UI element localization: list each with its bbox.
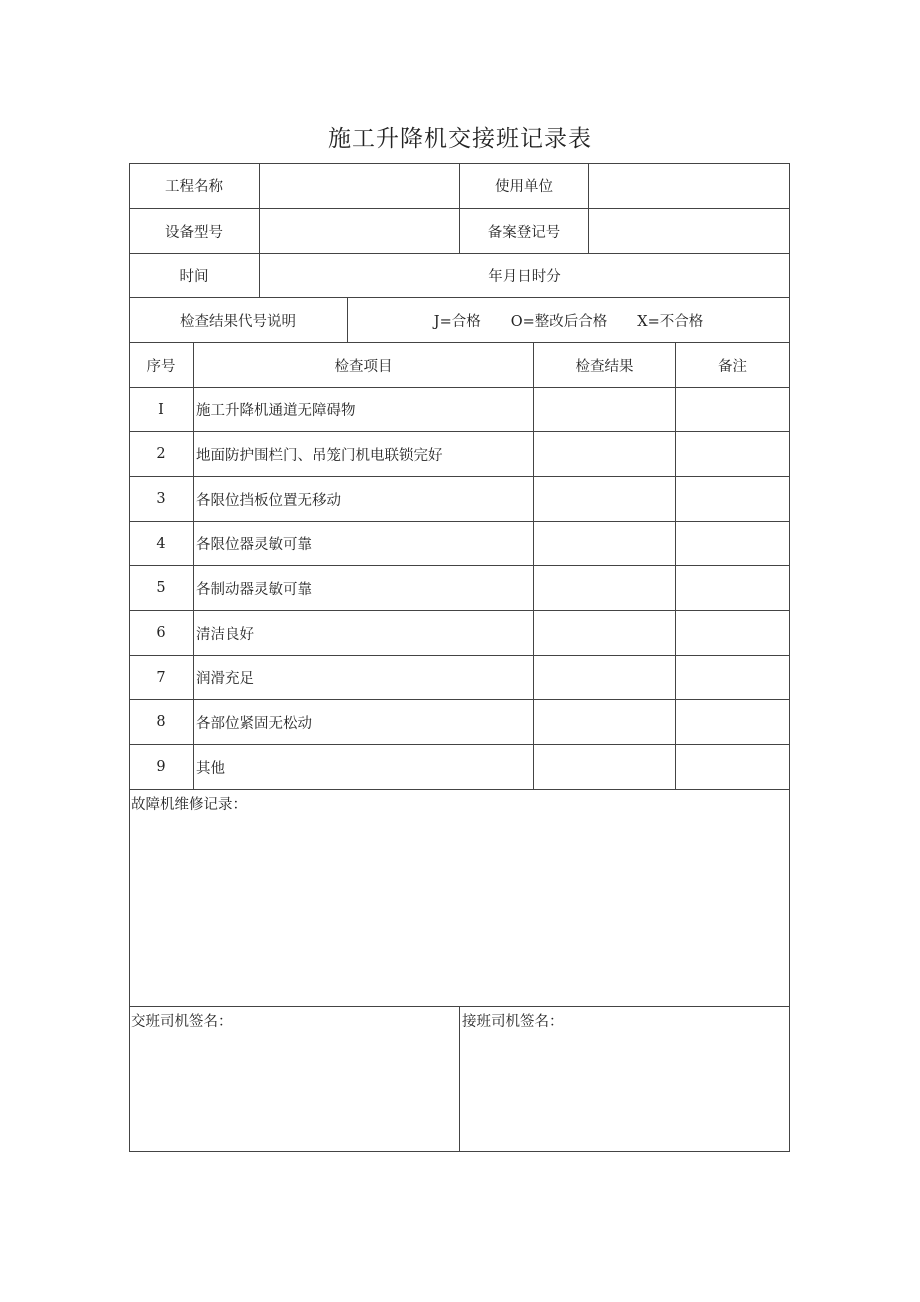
- page-title: 施工升降机交接班记录表: [328, 126, 592, 152]
- row-result-field[interactable]: [534, 745, 675, 789]
- row-item: 地面防护围栏门、吊笼门机电联锁完好: [196, 447, 443, 464]
- fault-record-area[interactable]: [129, 790, 789, 1006]
- row-remark-field[interactable]: [676, 477, 789, 521]
- legend-label: 检查结果代号说明: [180, 313, 296, 330]
- row-number: 9: [156, 759, 166, 775]
- row-result-field[interactable]: [534, 477, 675, 521]
- handover-signature-area[interactable]: [129, 1007, 459, 1151]
- legend-pass: J=合格: [433, 313, 481, 330]
- row-number: 6: [156, 625, 166, 641]
- row-result-field[interactable]: [534, 432, 675, 476]
- row-result-field[interactable]: [534, 700, 675, 744]
- registration-no-field[interactable]: [589, 209, 789, 253]
- row-item: 其他: [196, 760, 225, 777]
- row-item: 各制动器灵敏可靠: [196, 581, 312, 598]
- project-name-label: 工程名称: [165, 179, 223, 195]
- row-result-field[interactable]: [534, 566, 675, 610]
- row-number: 8: [156, 714, 166, 730]
- row-result-field[interactable]: [534, 522, 675, 565]
- row-remark-field[interactable]: [676, 656, 789, 699]
- fault-record-label: 故障机维修记录：: [131, 797, 247, 813]
- takeover-driver-label: 接班司机签名：: [462, 1014, 564, 1030]
- registration-no-label: 备案登记号: [487, 224, 561, 241]
- legend-fail: X=不合格: [637, 313, 704, 330]
- row-remark-field[interactable]: [676, 700, 789, 744]
- row-item: 各限位挡板位置无移动: [196, 492, 341, 509]
- row-item: 施工升降机通道无障碍物: [196, 403, 356, 419]
- user-unit-field[interactable]: [589, 163, 789, 208]
- column-header-result: 检查结果: [575, 358, 634, 375]
- row-item: 润滑充足: [196, 671, 254, 687]
- row-result-field[interactable]: [534, 388, 675, 431]
- row-remark-field[interactable]: [676, 388, 789, 431]
- row-result-field[interactable]: [534, 656, 675, 699]
- row-number: I: [158, 401, 164, 418]
- handover-record-form: [129, 163, 790, 1152]
- equipment-model-label: 设备型号: [165, 224, 223, 241]
- column-header-item: 检查项目: [334, 358, 393, 375]
- row-result-field[interactable]: [534, 611, 675, 655]
- row-number: 7: [156, 669, 166, 686]
- row-remark-field[interactable]: [676, 566, 789, 610]
- takeover-signature-area[interactable]: [460, 1007, 789, 1151]
- row-item: 各限位器灵敏可靠: [196, 537, 312, 553]
- legend-fixed: O=整改后合格: [510, 313, 608, 330]
- time-label: 时间: [179, 269, 209, 285]
- row-number: 2: [156, 446, 166, 462]
- row-item: 各部位紧固无松动: [196, 715, 312, 732]
- row-remark-field[interactable]: [676, 745, 789, 789]
- project-name-field[interactable]: [260, 163, 459, 208]
- time-field[interactable]: 年月日时分: [488, 269, 561, 285]
- equipment-model-field[interactable]: [260, 209, 459, 253]
- row-remark-field[interactable]: [676, 432, 789, 476]
- row-number: 4: [156, 535, 166, 552]
- user-unit-label: 使用单位: [495, 179, 553, 195]
- row-remark-field[interactable]: [676, 522, 789, 565]
- row-number: 3: [156, 491, 166, 507]
- row-remark-field[interactable]: [676, 611, 789, 655]
- legend-codes: [348, 298, 789, 342]
- column-header-no: 序号: [146, 358, 176, 375]
- handover-driver-label: 交班司机签名：: [131, 1014, 233, 1030]
- column-header-remark: 备注: [718, 358, 747, 375]
- row-number: 5: [156, 580, 166, 596]
- row-item: 清洁良好: [196, 626, 254, 643]
